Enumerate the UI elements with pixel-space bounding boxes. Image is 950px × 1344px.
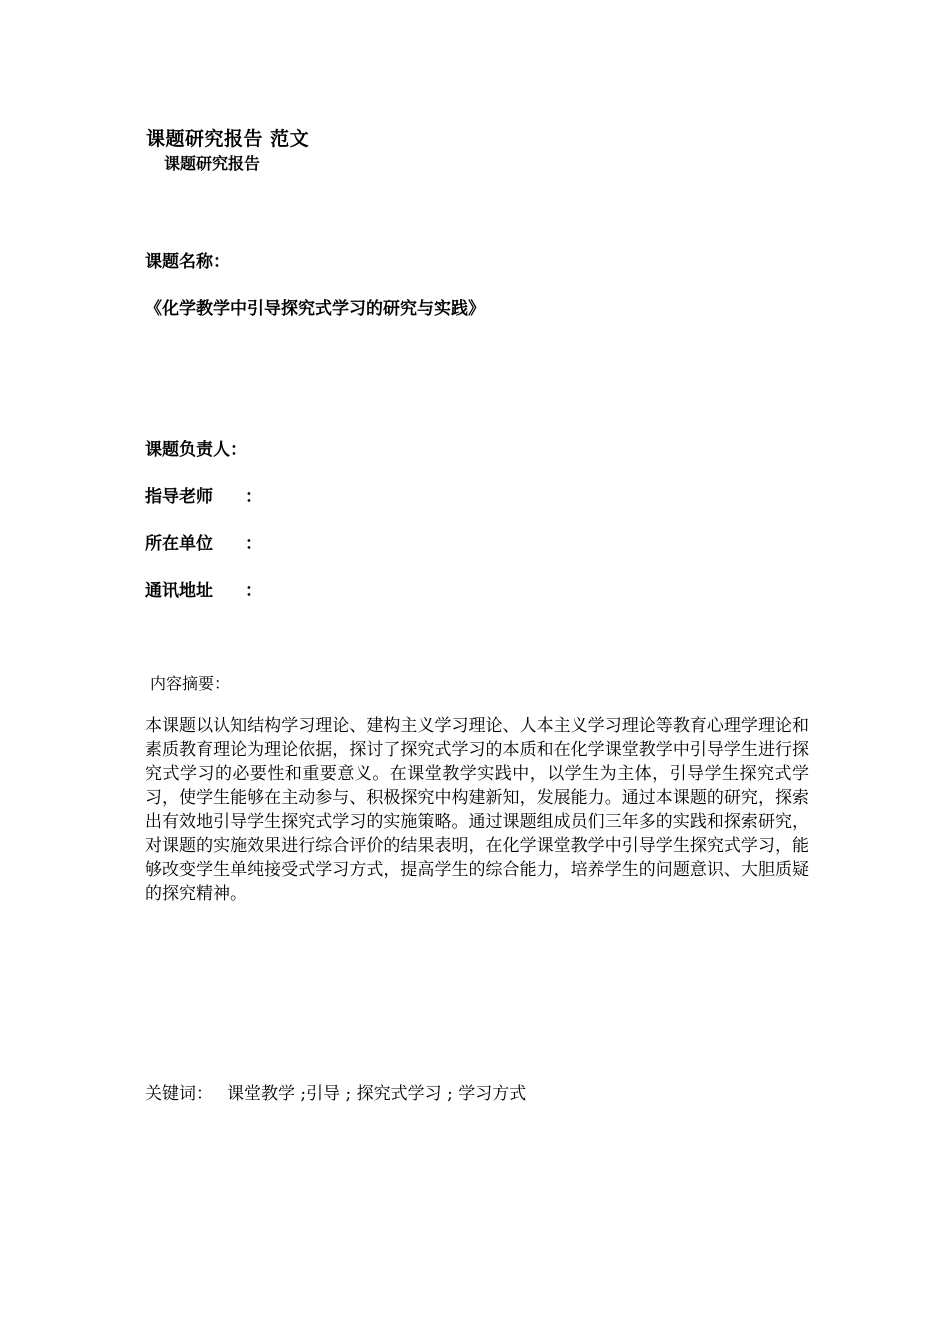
topic-name: 《化学教学中引导探究式学习的研究与实践》 — [145, 299, 485, 319]
document-subtitle: 课题研究报告 — [164, 154, 261, 173]
keywords-line — [145, 1079, 526, 1104]
field-label-leader: 课题负责人： — [145, 440, 247, 460]
keywords-label: 关键词： — [145, 1084, 213, 1104]
field-row-leader — [145, 435, 445, 460]
field-row-unit — [145, 529, 445, 554]
field-colon-advisor: ： — [245, 487, 262, 507]
document-title: 课题研究报告 范文 — [146, 128, 310, 150]
field-label-unit: 所在单位 — [145, 534, 213, 554]
summary-body: 本课题以认知结构学习理论、建构主义学习理论、人本主义学习理论等教育心理学理论和素质教育理论为理论依据，探讨了探究式学习的本质和在化学课堂教学中引导学生进行探究式学习的必要性和重要意义。在课堂教学实践中，以学生为主体，引导学生探究式学习，使学生能够在主动参与、积极探究中构建新知，发展能力。通过本课题的研究，探索出有效地引导学生探究式学习的实施策略。通过课题组成员们三年多的实践和探索研究，对课题的实施效果进行综合评价的结果表明，在化学课堂教学中引导学生探究式学习，能够改变学生单纯接受式学习方式，提高学生的综合能力，培养学生的问题意识、大胆质疑的探究精神。 — [145, 716, 809, 904]
field-row-advisor — [145, 482, 445, 507]
summary-label: 内容摘要： — [150, 674, 231, 693]
field-colon-address: ： — [245, 581, 262, 601]
keywords-text: 课堂教学 ;引导 ; 探究式学习 ; 学习方式 — [227, 1084, 527, 1104]
field-row-address — [145, 576, 445, 601]
field-label-address: 通讯地址 — [145, 581, 213, 601]
field-colon-unit: ： — [245, 534, 262, 554]
topic-label: 课题名称： — [145, 252, 230, 272]
field-label-advisor: 指导老师 — [145, 487, 213, 507]
